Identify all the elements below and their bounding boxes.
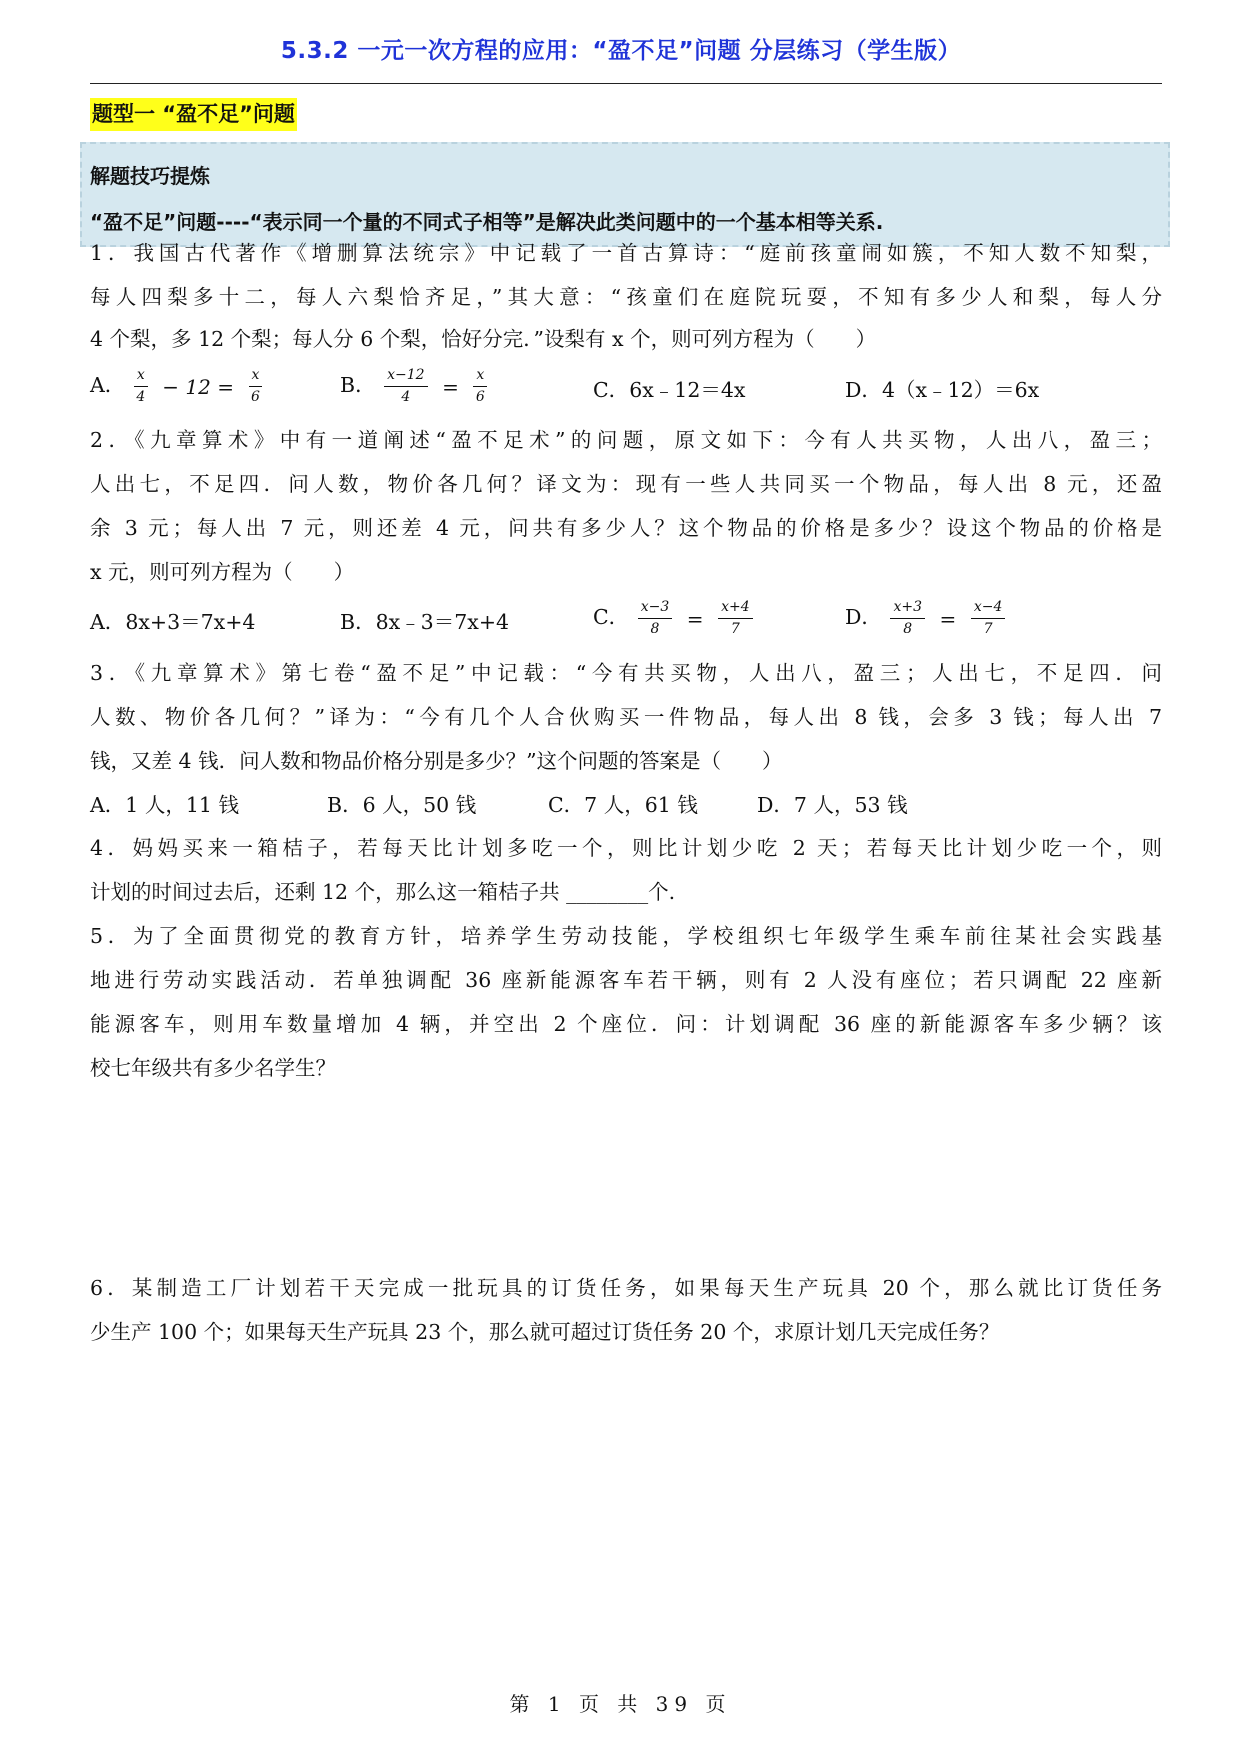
fraction-numerator: x+4: [718, 600, 753, 619]
fraction-denominator: 6: [475, 389, 485, 406]
q3-option-b[interactable]: B．6 人，50 钱: [327, 793, 477, 817]
fraction-denominator: 4: [136, 389, 146, 406]
option-label: D．: [845, 378, 882, 402]
fraction-numerator: x: [249, 368, 263, 387]
fraction-denominator: 8: [650, 621, 660, 638]
document-title: 5.3.2 一元一次方程的应用：“盈不足”问题 分层练习（学生版）: [280, 38, 962, 64]
q2-option-c[interactable]: [593, 600, 755, 638]
q2-option-b[interactable]: [340, 612, 509, 633]
q5-line-4: 校七年级共有多少名学生？: [90, 1056, 336, 1080]
q3-option-a[interactable]: A．1 人，11 钱: [90, 793, 239, 817]
q3-option-d[interactable]: D．7 人，53 钱: [757, 793, 908, 817]
q6-line-1: 6．某制造工厂计划若干天完成一批玩具的订货任务，如果每天生产玩具 20 个，那么就比订货任务: [90, 1276, 1162, 1300]
option-label: A．: [90, 610, 126, 634]
option-label: C．: [593, 378, 630, 402]
title-divider: [90, 83, 1162, 84]
q2-option-a[interactable]: [90, 612, 255, 633]
option-label: B．: [340, 610, 376, 634]
q1-line-2: 每人四梨多十二，每人六梨恰齐足，”其大意：“孩童们在庭院玩耍，不知有多少人和梨，每人分: [90, 285, 1162, 309]
fraction-numerator: x+3: [890, 600, 925, 619]
fraction: [718, 600, 753, 638]
fraction-numerator: x−3: [638, 600, 673, 619]
q5-line-3: 能源客车，则用车数量增加 4 辆，并空出 2 个座位．问：计划调配 36 座的新能源客车多少辆？该: [90, 1012, 1162, 1036]
option-text: 8x+3＝7x+4: [125, 610, 256, 634]
fraction: [384, 368, 427, 406]
fraction-denominator: 6: [250, 389, 260, 406]
expression-middle: − 12 =: [162, 374, 234, 399]
q1-line-3: 4 个梨，多 12 个梨；每人分 6 个梨，恰好分完．”设梨有 x 个，则可列方程为（ ）: [90, 327, 877, 351]
q3-line-1: 3．《九章算术》第七卷“盈不足”中记载：“今有共买物，人出八，盈三；人出七，不足四．问: [90, 661, 1162, 685]
option-text: 4（x﹣12）＝6x: [881, 378, 1040, 402]
fraction-numerator: x−4: [971, 600, 1006, 619]
q2-line-3: 余 3 元；每人出 7 元，则还差 4 元，问共有多少人？这个物品的价格是多少？设这个物品的价格是: [90, 516, 1162, 540]
q2-line-4: x 元，则可列方程为（ ）: [90, 560, 355, 584]
tips-box: [80, 142, 1170, 247]
fraction: [890, 600, 925, 638]
fraction: [638, 600, 673, 638]
expression-middle: =: [939, 606, 957, 631]
tips-text: “盈不足”问题----“表示同一个量的不同式子相等”是解决此类问题中的一个基本相等关系.: [90, 210, 884, 234]
fraction-numerator: x: [134, 368, 148, 387]
q4-line-1: 4．妈妈买来一箱桔子，若每天比计划多吃一个，则比计划少吃 2 天；若每天比计划少吃一个，则: [90, 836, 1162, 860]
expression-middle: =: [686, 606, 704, 631]
fraction-numerator: x−12: [384, 368, 427, 387]
q6-line-2: 少生产 100 个；如果每天生产玩具 23 个，那么就可超过订货任务 20 个，求原计划几天完成任务？: [90, 1320, 1000, 1344]
fraction-numerator: x: [473, 368, 487, 387]
fraction-denominator: 8: [903, 621, 913, 638]
option-label: B．: [340, 373, 376, 398]
q2-line-2: 人出七，不足四．问人数，物价各几何？译文为：现有一些人共同买一个物品，每人出 8 元，还盈: [90, 472, 1162, 496]
option-text: 6x﹣12＝4x: [629, 378, 746, 402]
q1-line-1: 1．我国古代著作《增删算法统宗》中记载了一首古算诗：“庭前孩童闹如簇，不知人数不知梨，: [90, 241, 1162, 265]
option-label: D．: [845, 605, 882, 630]
expression-middle: =: [442, 374, 459, 399]
fraction: [134, 368, 148, 406]
section-heading: 题型一 “盈不足”问题: [90, 98, 297, 131]
fraction: [473, 368, 487, 406]
q1-option-a[interactable]: [90, 368, 264, 406]
q4-line-2: 计划的时间过去后，还剩 12 个，那么这一箱桔子共 ________个.: [90, 880, 676, 904]
fraction: [249, 368, 263, 406]
q2-option-d[interactable]: [845, 600, 1007, 638]
fraction-denominator: 7: [730, 621, 740, 638]
fraction: [971, 600, 1006, 638]
option-label: C．: [593, 605, 630, 630]
q3-option-c[interactable]: C．7 人，61 钱: [548, 793, 698, 817]
q3-line-2: 人数、物价各几何？”译为：“今有几个人合伙购买一件物品，每人出 8 钱，会多 3 钱；每人出 7: [90, 705, 1162, 729]
q5-line-2: 地进行劳动实践活动．若单独调配 36 座新能源客车若干辆，则有 2 人没有座位；若只调配 22 座新: [90, 968, 1162, 992]
q1-option-c[interactable]: [593, 380, 745, 401]
page-number: 第 1 页 共 39 页: [509, 1692, 732, 1716]
q1-option-d[interactable]: [845, 380, 1039, 401]
option-label: A．: [90, 373, 126, 398]
option-text: 8x﹣3＝7x+4: [375, 610, 510, 634]
q5-line-1: 5．为了全面贯彻党的教育方针，培养学生劳动技能，学校组织七年级学生乘车前往某社会实践基: [90, 924, 1162, 948]
tips-title: 解题技巧提炼: [90, 164, 210, 188]
q2-line-1: 2．《九章算术》中有一道阐述“盈不足术”的问题，原文如下：今有人共买物，人出八，盈三；: [90, 428, 1162, 452]
fraction-denominator: 4: [401, 389, 411, 406]
q3-line-3: 钱，又差 4 钱．问人数和物品价格分别是多少？”这个问题的答案是（ ）: [90, 749, 783, 773]
fraction-denominator: 7: [983, 621, 993, 638]
q1-option-b[interactable]: [340, 368, 489, 406]
